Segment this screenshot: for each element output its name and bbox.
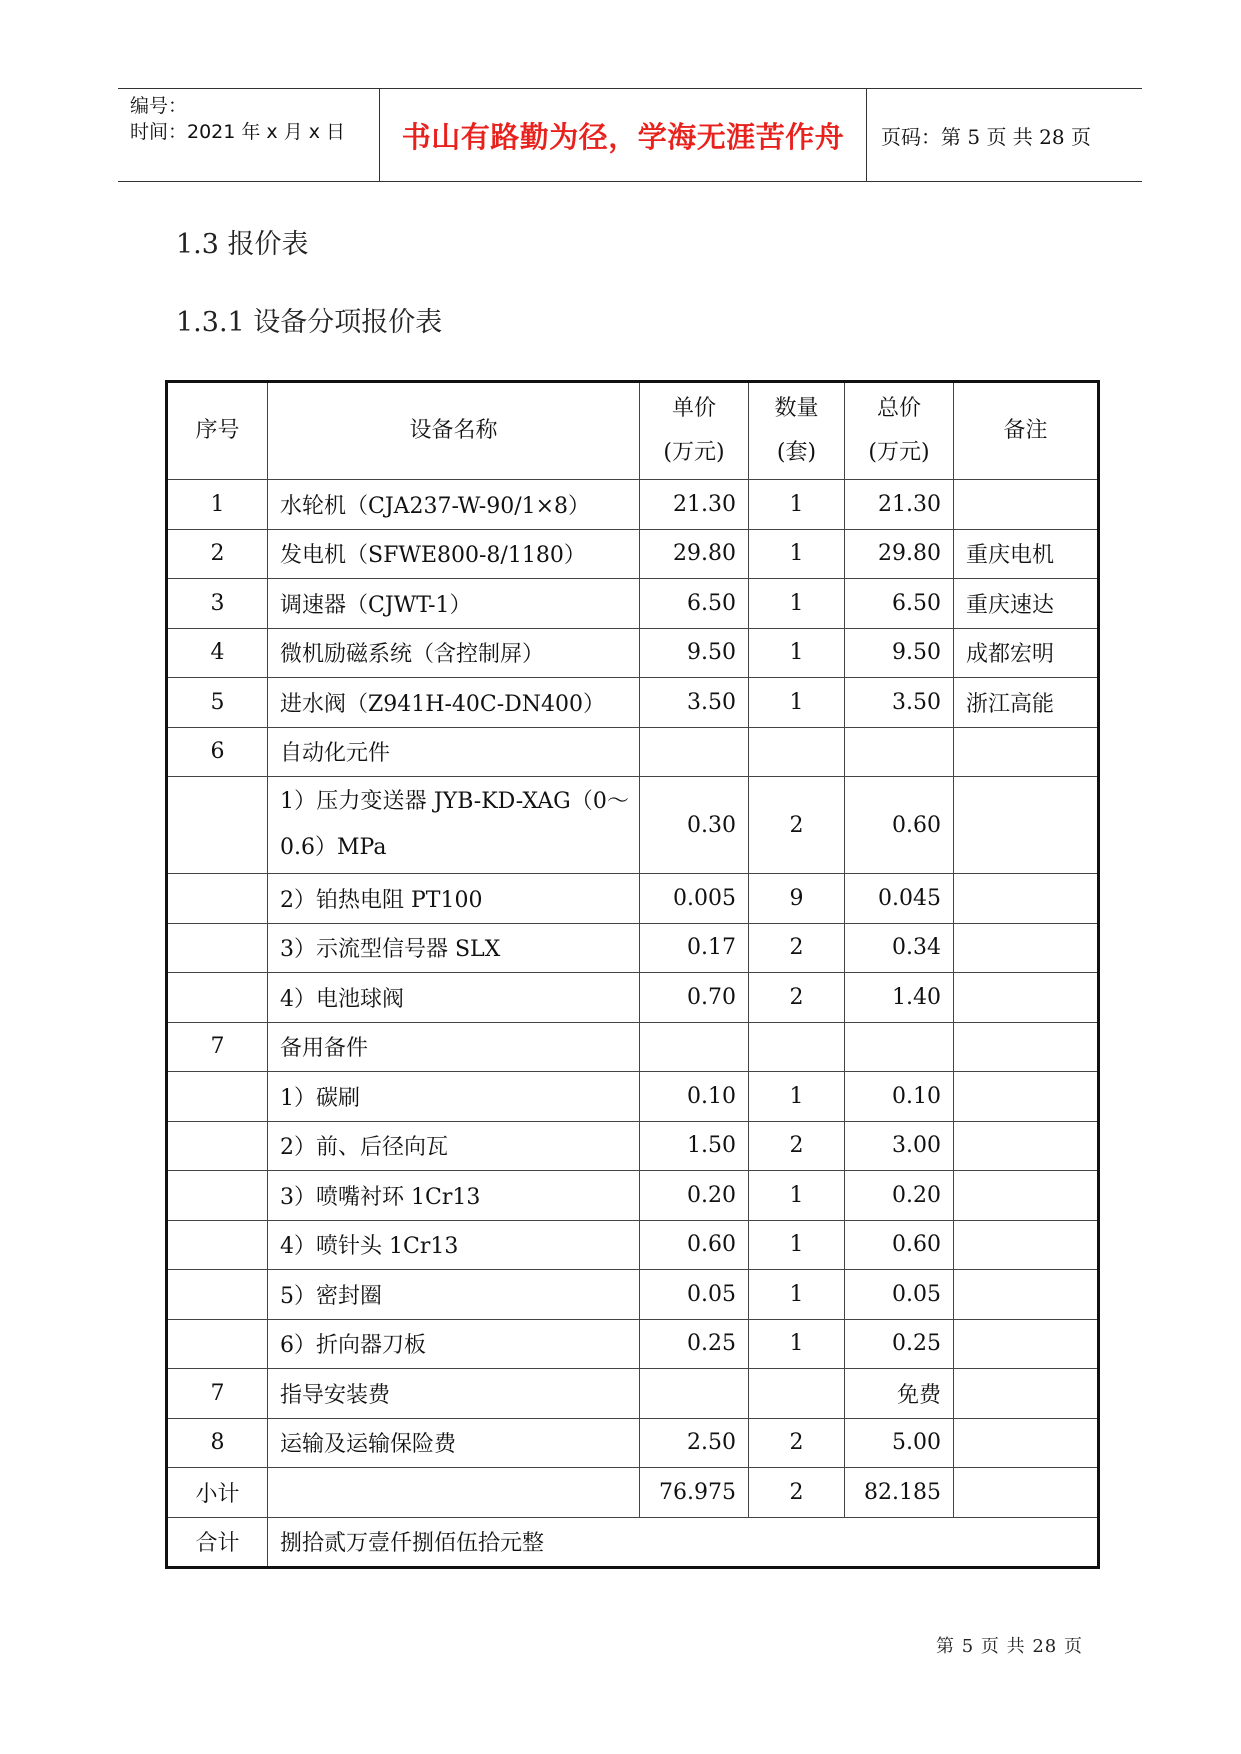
row-qty: 2 [749, 923, 845, 973]
row-qty: 2 [749, 973, 845, 1023]
subtotal-price: 76.975 [640, 1468, 749, 1518]
row-unit-price: 0.70 [640, 973, 749, 1023]
row-total: 0.05 [845, 1270, 954, 1320]
row-index [167, 1220, 268, 1270]
row-unit-price [640, 1022, 749, 1072]
row-index [167, 973, 268, 1023]
quote-table [165, 380, 1100, 1569]
row-note [954, 727, 1099, 777]
row-note [954, 1072, 1099, 1122]
table-row [167, 1022, 1099, 1072]
time-label: 时间：2021 年 x 月 x 日 [130, 121, 346, 143]
row-unit-price: 1.50 [640, 1121, 749, 1171]
header-page-info: 页码：第 5 页 共 28 页 [881, 124, 1091, 149]
row-unit-price [640, 1369, 749, 1419]
row-name: 调速器（CJWT-1） [268, 579, 640, 629]
header-name: 设备名称 [268, 382, 640, 480]
header-note: 备注 [954, 382, 1099, 480]
row-qty: 1 [749, 1319, 845, 1369]
row-index [167, 874, 268, 924]
row-total: 0.60 [845, 1220, 954, 1270]
row-name: 进水阀（Z941H-40C-DN400） [268, 678, 640, 728]
row-qty [749, 727, 845, 777]
header-unit-price: 单价 (万元) [640, 382, 749, 480]
row-qty: 1 [749, 628, 845, 678]
row-name: 发电机（SFWE800-8/1180） [268, 529, 640, 579]
row-qty [749, 1369, 845, 1419]
table-row [167, 1121, 1099, 1171]
row-note: 重庆速达 [954, 579, 1099, 629]
row-name: 备用备件 [268, 1022, 640, 1072]
row-total: 0.10 [845, 1072, 954, 1122]
row-total: 29.80 [845, 529, 954, 579]
table-row [167, 1319, 1099, 1369]
row-qty: 1 [749, 1270, 845, 1320]
row-unit-price: 6.50 [640, 579, 749, 629]
table-row [167, 1220, 1099, 1270]
table-row [167, 973, 1099, 1023]
row-index [167, 777, 268, 874]
table-row [167, 874, 1099, 924]
row-index: 8 [167, 1418, 268, 1468]
subtotal-row [167, 1468, 1099, 1518]
table-header-row [167, 382, 1099, 480]
row-qty: 1 [749, 480, 845, 530]
table-row [167, 628, 1099, 678]
grand-total-row [167, 1517, 1099, 1568]
row-total: 6.50 [845, 579, 954, 629]
row-total: 0.60 [845, 777, 954, 874]
row-name: 自动化元件 [268, 727, 640, 777]
table-row [167, 480, 1099, 530]
row-qty: 9 [749, 874, 845, 924]
grand-total-text: 捌拾贰万壹仟捌佰伍拾元整 [268, 1517, 1099, 1568]
grand-total-label: 合计 [167, 1517, 268, 1568]
row-name: 运输及运输保险费 [268, 1418, 640, 1468]
row-note: 成都宏明 [954, 628, 1099, 678]
row-note [954, 923, 1099, 973]
row-name: 水轮机（CJA237-W-90/1×8） [268, 480, 640, 530]
page-footer: 第 5 页 共 28 页 [936, 1636, 1083, 1657]
subsection-title: 1.3.1 设备分项报价表 [176, 307, 443, 338]
serial-label: 编号： [130, 95, 188, 117]
page-header [118, 88, 1142, 182]
row-unit-price: 0.25 [640, 1319, 749, 1369]
row-total: 0.25 [845, 1319, 954, 1369]
row-total: 21.30 [845, 480, 954, 530]
row-index [167, 1121, 268, 1171]
row-unit-price: 29.80 [640, 529, 749, 579]
row-qty: 2 [749, 1418, 845, 1468]
row-note [954, 1220, 1099, 1270]
row-unit-price: 0.20 [640, 1171, 749, 1221]
row-unit-price: 0.30 [640, 777, 749, 874]
row-qty: 1 [749, 579, 845, 629]
header-qty: 数量 (套) [749, 382, 845, 480]
row-note [954, 874, 1099, 924]
row-unit-price: 0.60 [640, 1220, 749, 1270]
subtotal-note [954, 1468, 1099, 1518]
row-total: 3.50 [845, 678, 954, 728]
row-note: 重庆电机 [954, 529, 1099, 579]
table-row [167, 777, 1099, 874]
row-unit-price: 0.17 [640, 923, 749, 973]
table-row [167, 1072, 1099, 1122]
row-total [845, 727, 954, 777]
row-note [954, 1319, 1099, 1369]
row-name: 1）压力变送器 JYB-KD-XAG（0～0.6）MPa [268, 777, 640, 874]
row-note [954, 777, 1099, 874]
row-total [845, 1022, 954, 1072]
row-index [167, 1319, 268, 1369]
row-name: 4）电池球阀 [268, 973, 640, 1023]
row-name: 3）示流型信号器 SLX [268, 923, 640, 973]
table-row [167, 678, 1099, 728]
subtotal-name [268, 1468, 640, 1518]
row-total: 1.40 [845, 973, 954, 1023]
row-qty: 1 [749, 1171, 845, 1221]
table-row [167, 1171, 1099, 1221]
row-unit-price: 0.05 [640, 1270, 749, 1320]
row-total: 0.20 [845, 1171, 954, 1221]
row-total: 0.34 [845, 923, 954, 973]
section-title: 1.3 报价表 [176, 229, 309, 260]
row-qty [749, 1022, 845, 1072]
row-qty: 1 [749, 1220, 845, 1270]
subtotal-qty: 2 [749, 1468, 845, 1518]
row-name: 2）铂热电阻 PT100 [268, 874, 640, 924]
row-qty: 1 [749, 529, 845, 579]
row-qty: 2 [749, 777, 845, 874]
row-unit-price [640, 727, 749, 777]
subtotal-total: 82.185 [845, 1468, 954, 1518]
row-note [954, 1121, 1099, 1171]
row-note [954, 480, 1099, 530]
row-index [167, 1072, 268, 1122]
header-index: 序号 [167, 382, 268, 480]
table-row [167, 727, 1099, 777]
row-unit-price: 0.10 [640, 1072, 749, 1122]
row-total: 9.50 [845, 628, 954, 678]
header-total: 总价 (万元) [845, 382, 954, 480]
row-unit-price: 2.50 [640, 1418, 749, 1468]
row-name: 微机励磁系统（含控制屏） [268, 628, 640, 678]
row-index [167, 1171, 268, 1221]
row-index: 5 [167, 678, 268, 728]
row-index [167, 923, 268, 973]
row-qty: 2 [749, 1121, 845, 1171]
table-row [167, 1270, 1099, 1320]
row-index: 6 [167, 727, 268, 777]
row-note [954, 1171, 1099, 1221]
row-unit-price: 3.50 [640, 678, 749, 728]
table-row [167, 923, 1099, 973]
table-row [167, 1418, 1099, 1468]
row-unit-price: 0.005 [640, 874, 749, 924]
table-row [167, 529, 1099, 579]
header-meta [130, 89, 380, 185]
table-row [167, 579, 1099, 629]
row-index: 1 [167, 480, 268, 530]
row-name: 6）折向器刀板 [268, 1319, 640, 1369]
row-name: 3）喷嘴衬环 1Cr13 [268, 1171, 640, 1221]
table-row [167, 1369, 1099, 1419]
row-unit-price: 9.50 [640, 628, 749, 678]
row-note [954, 1270, 1099, 1320]
row-total: 3.00 [845, 1121, 954, 1171]
row-note [954, 1369, 1099, 1419]
row-name: 指导安装费 [268, 1369, 640, 1419]
row-index: 4 [167, 628, 268, 678]
row-note: 浙江高能 [954, 678, 1099, 728]
row-total: 5.00 [845, 1418, 954, 1468]
row-note [954, 1022, 1099, 1072]
row-index: 3 [167, 579, 268, 629]
subtotal-label: 小计 [167, 1468, 268, 1518]
row-qty: 1 [749, 678, 845, 728]
row-index: 7 [167, 1022, 268, 1072]
row-name: 2）前、后径向瓦 [268, 1121, 640, 1171]
row-unit-price: 21.30 [640, 480, 749, 530]
row-total: 免费 [845, 1369, 954, 1419]
row-name: 4）喷针头 1Cr13 [268, 1220, 640, 1270]
row-index [167, 1270, 268, 1320]
row-note [954, 973, 1099, 1023]
row-total: 0.045 [845, 874, 954, 924]
row-index: 7 [167, 1369, 268, 1419]
row-qty: 1 [749, 1072, 845, 1122]
row-name: 1）碳刷 [268, 1072, 640, 1122]
row-name: 5）密封圈 [268, 1270, 640, 1320]
header-motto: 书山有路勤为径，学海无涯苦作舟 [379, 89, 867, 181]
row-note [954, 1418, 1099, 1468]
row-index: 2 [167, 529, 268, 579]
